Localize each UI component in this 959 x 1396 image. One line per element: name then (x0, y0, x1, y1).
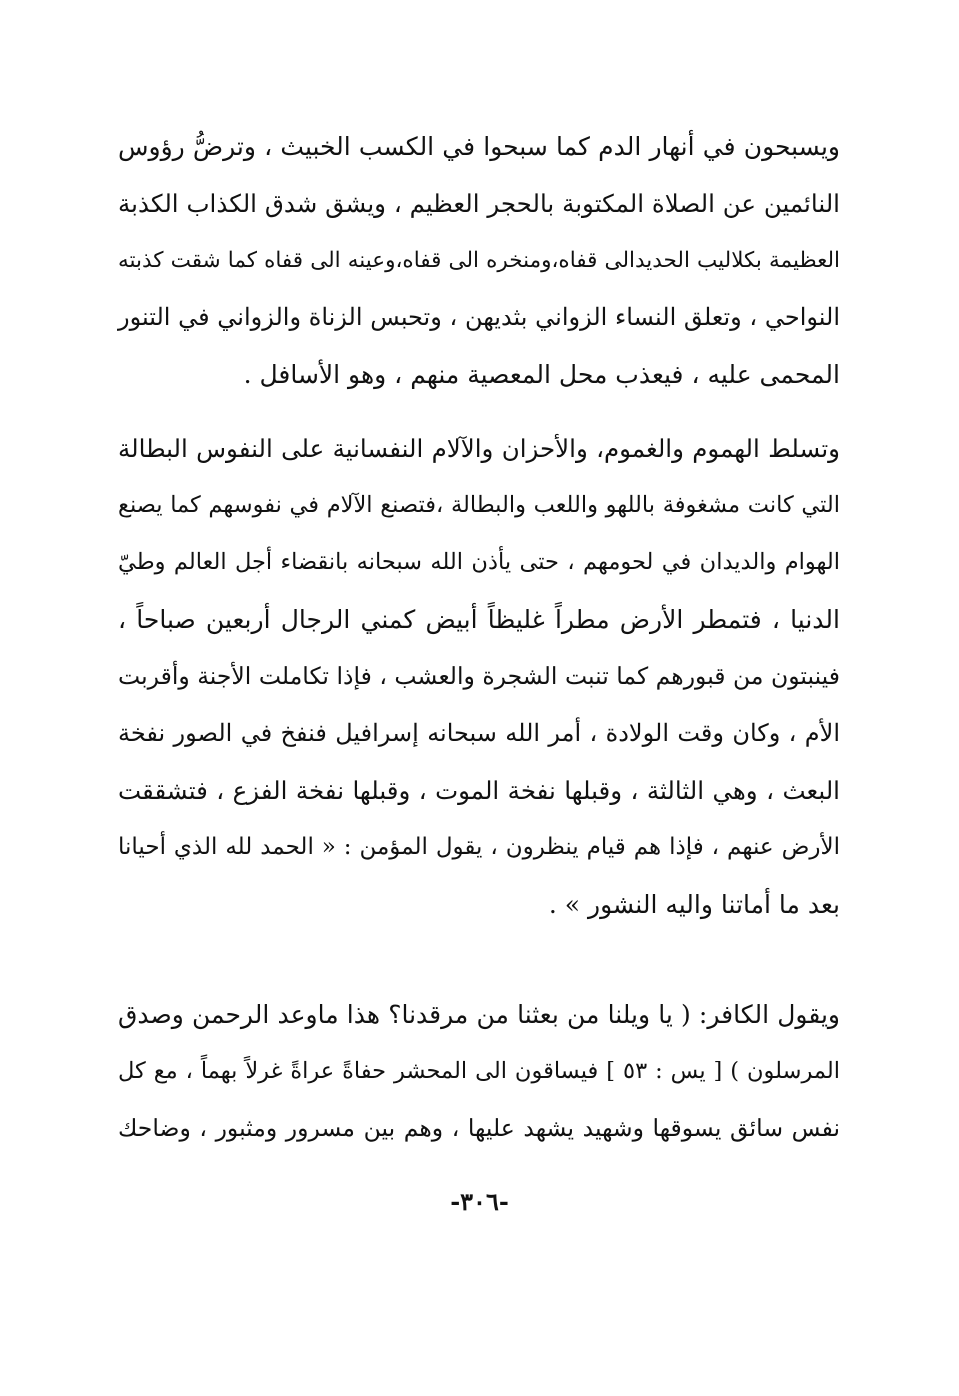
paragraph-2 (118, 420, 840, 933)
text-line: المرسلون ) [ يس : ٥٣ ] فيساقون الى المحشر حفاةً عراةً غرلاً بهماً ، مع كل (118, 1058, 840, 1084)
text-line: وتسلط الهموم والغموم، والأحزان والآلام النفسانية على النفوس البطالة (118, 434, 840, 463)
text-line: بعد ما أماتنا واليه النشور » . (548, 890, 840, 919)
text-line: المحمى عليه ، فيعذب محل المعصية منهم ، وهو الأسافل . (243, 360, 840, 389)
text-line: النائمين عن الصلاة المكتوبة بالحجر العظيم ، ويشق شدق الكذاب الكذبة (118, 189, 840, 218)
text-line: ويقول الكافر: ( يا ويلنا من بعثنا من مرقدنا؟ هذا ماوعد الرحمن وصدق (118, 1000, 840, 1029)
page-number: -٣٠٦- (450, 1187, 509, 1216)
text-line: النواحي ، وتعلق النساء الزواني بثديهن ، وتحبس الزناة والزواني في التنور (118, 303, 840, 331)
text-line: التي كانت مشغوفة باللهو واللعب والبطالة ،فتصنع الآلام في نفوسهم كما يصنع (118, 492, 840, 518)
text-line: الأم ، وكان وقت الولادة ، أمر الله سبحانه إسرافيل فنفخ في الصور نفخة (118, 719, 840, 747)
text-line: نفس سائق يسوقها وشهيد يشهد عليها ، وهم بين مسرور ومثبور ، وضاحك (118, 1114, 840, 1142)
text-line: البعث ، وهي الثالثة ، وقبلها نفخة الموت ، وقبلها نفخة الفزع ، فتشققت (118, 776, 840, 805)
paragraph-1 (118, 118, 840, 403)
text-line: الدنيا ، فتمطر الأرض مطراً غليظاً أبيض كمني الرجال أربعين صباحاً ، (118, 605, 840, 634)
text-line: فينبتون من قبورهم كما تنبت الشجرة والعشب ، فإذا تكاملت الأجنة وأقربت (118, 662, 840, 690)
text-line: الأرض عنهم ، فإذا هم قيام ينظرون ، يقول المؤمن : « الحمد لله الذي أحيانا (118, 834, 840, 860)
text-line: ويسبحون في أنهار الدم كما سبحوا في الكسب الخبيث ، وترضُّ رؤوس (118, 132, 840, 161)
paragraph-3 (118, 986, 840, 1157)
text-line: العظيمة بكلاليب الحديدالى قفاه،ومنخره الى قفاه،وعينه الى قفاه كما شقت كذبته (118, 248, 840, 273)
text-line: الهوام والديدان في لحومهم ، حتى يأذن الله سبحانه بانقضاء أجل العالم وطيّ (118, 549, 840, 575)
